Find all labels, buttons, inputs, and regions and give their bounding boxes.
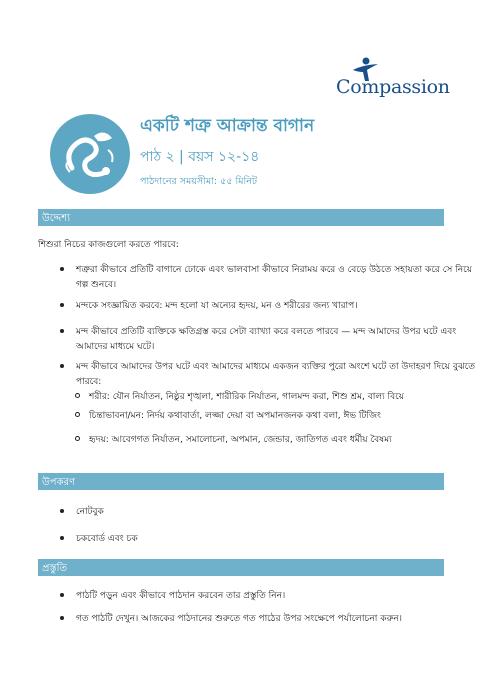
bullet-icon	[60, 364, 64, 368]
objectives-intro: শিশুরা নিচের কাজগুলো করতে পারবে:	[38, 240, 179, 250]
snake-in-garden-icon	[50, 114, 130, 194]
lesson-subtitle: পাঠ ২ | বয়স ১২-১৪	[140, 149, 260, 165]
lesson-duration: পাঠদানের সময়সীমা: ৫৫ মিনিট	[140, 176, 258, 187]
list-item-continuation: গল্প শুনবে।	[76, 280, 117, 290]
section-header-preparation	[38, 559, 444, 576]
section-header-objectives	[38, 209, 444, 226]
lesson-title: একটি শত্রু আক্রান্ত বাগান	[140, 116, 315, 136]
list-item: মন্দকে সংজ্ঞায়িত করবে: মন্দ হলো যা অন্যের হৃদয়, মন ও শরীরের জন্য খারাপ।	[76, 301, 358, 311]
section-title: উপকরণ	[42, 477, 76, 488]
list-item: পাঠটি পড়ুন এবং কীভাবে পাঠদান করবেন তার প্রস্তুতি নিন।	[76, 591, 286, 601]
sub-bullet-icon	[75, 436, 80, 441]
sub-list-item: শরীর: যৌন নির্যাতন, নিষ্ঠুর শৃঙ্খলা, শারীরিক নির্যাতন, গালমন্দ করা, শিশু শ্রম, বাল্য বিয়ে	[89, 392, 405, 402]
list-item: শত্রুরা কীভাবে প্রতিটি বাগানে ঢোকে এবং ভালবাসা কীভাবে নিরাময় করে ও বেড়ে উঠতে সহায়তা করে সে নিয়ে	[76, 265, 473, 275]
sub-list-item: হৃদয়: আবেগগত নির্যাতন, সমালোচনা, অপমান, জেন্ডার, জাতিগত এবং ধর্মীয় বৈষম্য	[89, 435, 392, 445]
compassion-logo	[336, 56, 450, 100]
bullet-icon	[60, 593, 64, 597]
sub-bullet-icon	[75, 393, 80, 398]
section-title: প্রস্তুতি	[42, 563, 68, 574]
list-item-continuation: পারবে:	[76, 377, 102, 387]
section-header-materials	[38, 473, 444, 490]
section-title: উদ্দেশ্য	[42, 213, 71, 224]
list-item-continuation: আমাদের মাধ্যমে ঘটে।	[76, 342, 155, 352]
bullet-icon	[60, 616, 64, 620]
bullet-icon	[60, 329, 64, 333]
list-item: গত পাঠটি দেখুন। আজকের পাঠদানের শুরুতে গত পাঠের উপর সংক্ষেপে পর্যালোচনা করুন।	[76, 614, 402, 624]
list-item: মন্দ কীভাবে আমাদের উপর ঘটে এবং আমাদের মাধ্যমে একজন ব্যক্তির পুরো অংশে ঘটে তা উদাহরণ দিয়ে বুঝতে	[76, 362, 476, 372]
logo-text: Compassion	[336, 76, 450, 98]
list-item: মন্দ কীভাবে প্রতিটি ব্যক্তিকে ক্ষতিগ্রস্ত করে সেটা ব্যাখ্যা করে বলতে পারবে — মন্দ আমাদের উপর ঘটে এবং	[76, 327, 457, 337]
bullet-icon	[60, 303, 64, 307]
sub-list-item: চিন্তাভাবনা/মন: নির্দয় কথাবার্তা, লজ্জা দেয়া বা অপমানজনক কথা বলা, ঈভ টিজিং	[89, 411, 381, 421]
list-item: চকবোর্ড এবং চক	[76, 534, 138, 544]
bullet-icon	[60, 267, 64, 271]
bullet-icon	[60, 536, 64, 540]
list-item: নোটবুক	[76, 507, 104, 517]
bullet-icon	[60, 509, 64, 513]
sub-bullet-icon	[75, 412, 80, 417]
